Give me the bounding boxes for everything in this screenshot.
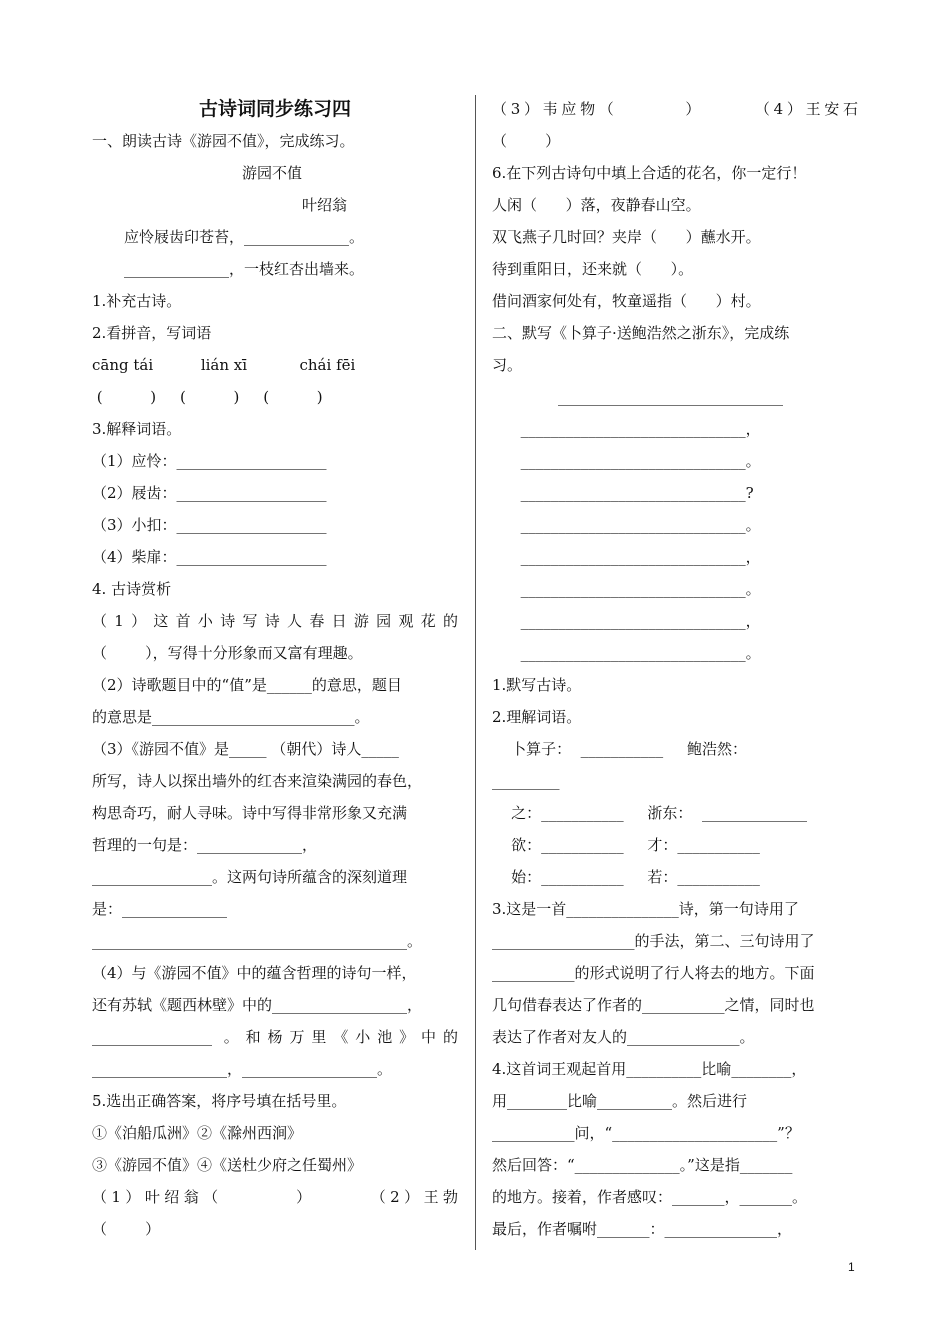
right-text-line: 几句借春表达了作者的___________之情，同时也 [492,996,815,1014]
left-text-line: 3.解释词语。 [92,420,182,438]
left-text-line: （2）屐齿：____________________ [92,484,327,502]
right-text-line: 待到重阳日，还来就（ ）。 [492,260,694,278]
left-text-line: （4）柴扉：____________________ [92,548,327,566]
right-text-line: 4.这首词王观起首用__________比喻________， [492,1060,807,1078]
right-text-line: 二、默写《卜算子·送鲍浩然之浙东》，完成练 [492,324,790,342]
left-text-line: （1）应怜：____________________ [92,452,327,470]
left-text-line: 还有苏轼《题西林壁》中的__________________， [92,996,423,1014]
right-text-line: 然后回答：“______________。”这是指_______ [492,1156,793,1174]
left-text-line: （ ），写得十分形象而又富有理趣。 [92,644,363,662]
left-text-line: ③《游园不值》④《送杜少府之任蜀州》 [92,1156,363,1174]
left-text-line: 哲理的一句是：______________， [92,836,318,854]
right-text-line: 卜算子： ___________ 鲍浩然： [492,740,747,758]
right-text-line: （3）韦应物（ ） （4）王安石 [492,100,858,118]
left-text-line: __________________，__________________。 [92,1060,393,1078]
left-text-line: ( ) ( ) ( ) [92,388,323,406]
right-text-line: ___________________的手法，第二、三句诗用了 [492,932,815,950]
page-number: 1 [848,1260,855,1274]
right-text-line: 最后，作者嘱咐_______：_______________， [492,1220,793,1238]
left-text-line: 游园不值 [242,164,303,182]
left-text-line: 1.补充古诗。 [92,292,182,310]
left-text-line: cāng tái lián xī chái fēi [92,356,356,374]
right-text-line: ___________问，“______________________”？ [492,1124,800,1142]
right-text-line: ______________________________， [492,548,761,566]
right-text-line: 双飞燕子几时回？夹岸（ ）蘸水开。 [492,228,761,246]
right-text-line: 的地方。接着，作者感叹：_______，_______。 [492,1188,808,1206]
right-text-line: （ ） [492,132,561,150]
left-text-line: 5.选出正确答案，将序号填在括号里。 [92,1092,347,1110]
right-text-line: ______________________________ [558,388,783,406]
left-text-line: （4）与《游园不值》中的蕴含哲理的诗句一样， [92,964,417,982]
right-text-line: ______________________________。 [492,580,761,598]
right-text-line: 1.默写古诗。 [492,676,582,694]
right-text-line: 欲：___________ 才：___________ [492,836,760,854]
left-text-line: 应怜屐齿印苍苔，______________。 [124,228,365,246]
left-text-line: ①《泊船瓜洲》②《滁州西涧》 [92,1124,303,1142]
left-text-line: （ ） [92,1220,161,1238]
right-text-line: 3.这是一首_______________诗，第一句诗用了 [492,900,799,918]
right-text-line: 之：___________ 浙东： ______________ [492,804,807,822]
left-text-line: 的意思是___________________________。 [92,708,370,726]
right-text-line: ______________________________? [492,484,754,502]
left-text-line: （1）这首小诗写诗人春日游园观花的 [92,612,458,630]
right-text-line: ______________________________， [492,612,761,630]
right-text-line: _________ [492,772,560,790]
left-text-line: 2.看拼音，写词语 [92,324,212,342]
left-text-line: ________________ 。和杨万里《小池》中的 [92,1028,458,1046]
left-text-line: （1）叶绍翁（ ） （2）王勃 [92,1188,458,1206]
left-text-line: 叶绍翁 [302,196,348,214]
right-text-line: ______________________________。 [492,516,761,534]
left-text-line: 构思奇巧，耐人寻味。诗中写得非常形象又充满 [92,804,408,822]
right-text-line: ___________的形式说明了行人将去的地方。下面 [492,964,815,982]
left-text-line: 所写，诗人以探出墙外的红杏来渲染满园的春色， [92,772,423,790]
right-text-line: 人闲（ ）落，夜静春山空。 [492,196,701,214]
left-text-line: 4. 古诗赏析 [92,580,172,598]
right-text-line: 2.理解词语。 [492,708,582,726]
right-text-line: 6.在下列古诗句中填上合适的花名，你一定行！ [492,164,807,182]
left-text-line: ______________，一枝红杏出墙来。 [124,260,365,278]
right-text-line: 习。 [492,356,523,374]
right-text-line: 始：___________ 若：___________ [492,868,760,886]
left-text-line: 是：______________ [92,900,228,918]
right-text-line: ______________________________， [492,420,761,438]
left-text-line: 一、朗读古诗《游园不值》，完成练习。 [92,132,355,150]
left-text-line: （3）《游园不值》是_____ （朝代）诗人_____ [92,740,399,758]
page-title: 古诗词同步练习四 [198,98,351,120]
right-text-line: ______________________________。 [492,452,761,470]
left-text-line: （2）诗歌题目中的“值”是______的意思，题目 [92,676,402,694]
left-text-line: __________________________________________。 [92,932,423,950]
left-text-line: ________________。这两句诗所蕴含的深刻道理 [92,868,408,886]
right-text-line: 表达了作者对友人的_______________。 [492,1028,755,1046]
left-text-line: （3）小扣：____________________ [92,516,327,534]
right-text-line: ______________________________。 [492,644,761,662]
right-text-line: 借问酒家何处有，牧童遥指（ ）村。 [492,292,761,310]
column-divider [475,95,476,1250]
right-text-line: 用________比喻__________。然后进行 [492,1092,748,1110]
